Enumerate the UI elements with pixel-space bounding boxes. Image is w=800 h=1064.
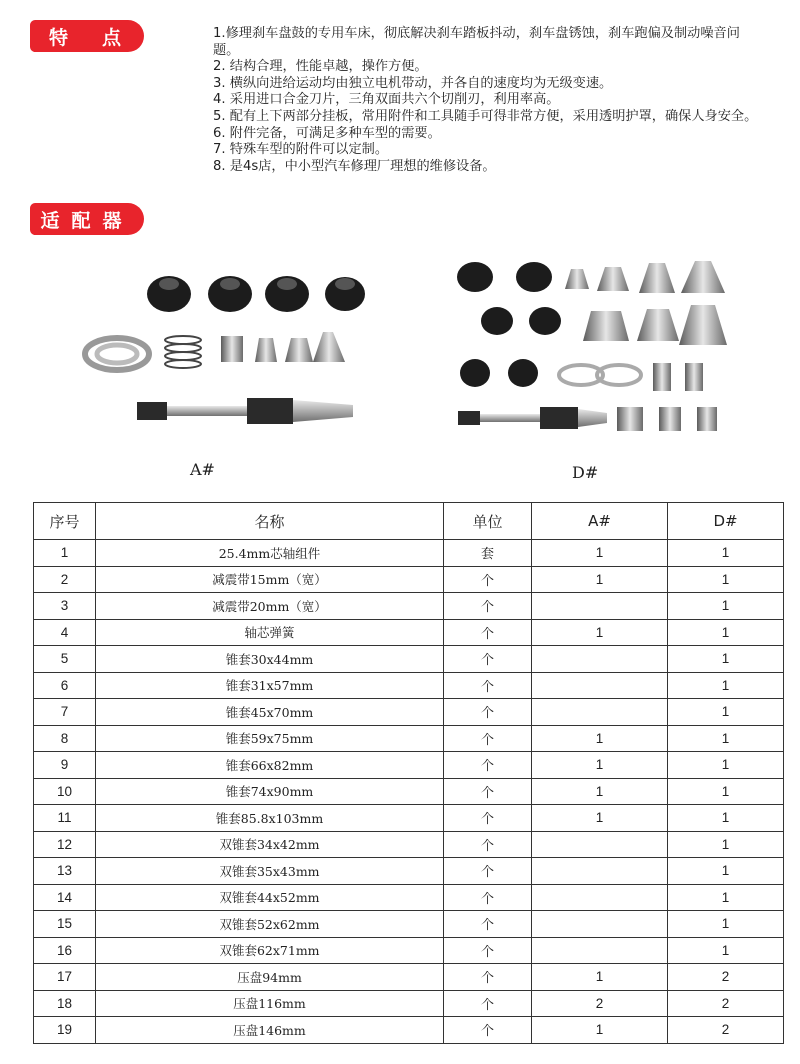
table-row [34, 540, 784, 567]
header-a: A# [532, 503, 668, 540]
feature-item: 5. 配有上下两部分挂板，常用附件和工具随手可得非常方便，采用透明护罩，确保人身安全。 [213, 108, 758, 124]
table-row [34, 884, 784, 911]
cell-unit: 个 [444, 964, 532, 991]
cell-d-qty: 2 [668, 964, 784, 991]
cell-d-qty: 2 [668, 1017, 784, 1044]
cell-a-qty [532, 699, 668, 726]
cell-name: 锥套31x57mm [96, 672, 444, 699]
cell-a-qty: 1 [532, 619, 668, 646]
cell-name: 减震带20mm（宽） [96, 593, 444, 620]
cell-a-qty: 1 [532, 1017, 668, 1044]
cell-a-qty: 1 [532, 805, 668, 832]
cell-index: 2 [34, 566, 96, 593]
table-row [34, 619, 784, 646]
cell-unit: 个 [444, 619, 532, 646]
cell-name: 双锥套35x43mm [96, 858, 444, 885]
cell-a-qty: 1 [532, 540, 668, 567]
cell-a-qty [532, 646, 668, 673]
cell-unit: 个 [444, 725, 532, 752]
table-row [34, 672, 784, 699]
cell-d-qty: 1 [668, 805, 784, 832]
feature-item: 2. 结构合理，性能卓越，操作方便。 [213, 59, 428, 75]
cell-name: 双锥套34x42mm [96, 831, 444, 858]
cell-unit: 个 [444, 990, 532, 1017]
cell-unit: 个 [444, 566, 532, 593]
cell-unit: 套 [444, 540, 532, 567]
feature-item: 1.修理刹车盘鼓的专用车床，彻底解决刹车踏板抖动，刹车盘锈蚀，刹车跑偏及制动噪音问题。 [213, 26, 740, 58]
cell-name: 双锥套62x71mm [96, 937, 444, 964]
cell-d-qty: 1 [668, 566, 784, 593]
adapter-spec-table [33, 502, 784, 1044]
cell-name: 锥套45x70mm [96, 699, 444, 726]
cell-a-qty: 1 [532, 725, 668, 752]
cell-d-qty: 1 [668, 699, 784, 726]
cell-unit: 个 [444, 937, 532, 964]
cell-a-qty [532, 911, 668, 938]
cell-index: 3 [34, 593, 96, 620]
cell-d-qty: 1 [668, 778, 784, 805]
cell-unit: 个 [444, 805, 532, 832]
adapter-kit-d-photo [453, 255, 753, 445]
cell-d-qty: 1 [668, 540, 784, 567]
cell-name: 锥套59x75mm [96, 725, 444, 752]
cell-index: 16 [34, 937, 96, 964]
table-row [34, 566, 784, 593]
cell-d-qty: 1 [668, 593, 784, 620]
cell-index: 8 [34, 725, 96, 752]
table-row [34, 858, 784, 885]
cell-d-qty: 1 [668, 752, 784, 779]
cell-unit: 个 [444, 672, 532, 699]
cell-unit: 个 [444, 593, 532, 620]
table-header-row [34, 503, 784, 540]
cell-index: 13 [34, 858, 96, 885]
table-row [34, 831, 784, 858]
header-name: 名称 [96, 503, 444, 540]
cell-unit: 个 [444, 752, 532, 779]
table-row [34, 911, 784, 938]
cell-index: 12 [34, 831, 96, 858]
cell-name: 锥套30x44mm [96, 646, 444, 673]
cell-name: 25.4mm芯轴组件 [96, 540, 444, 567]
section-title: 适配器 [40, 209, 134, 232]
feature-item: 6. 附件完备，可满足多种车型的需要。 [213, 125, 441, 141]
cell-name: 锥套74x90mm [96, 778, 444, 805]
table-row [34, 593, 784, 620]
table-row [34, 805, 784, 832]
cell-unit: 个 [444, 646, 532, 673]
cell-index: 14 [34, 884, 96, 911]
feature-item: 7. 特殊车型的附件可以定制。 [213, 142, 389, 158]
cell-d-qty: 1 [668, 619, 784, 646]
cell-index: 11 [34, 805, 96, 832]
table-row [34, 937, 784, 964]
table-row [34, 699, 784, 726]
cell-d-qty: 1 [668, 858, 784, 885]
cell-a-qty [532, 672, 668, 699]
cell-a-qty [532, 884, 668, 911]
cell-a-qty: 1 [532, 778, 668, 805]
cell-index: 15 [34, 911, 96, 938]
header-unit: 单位 [444, 503, 532, 540]
cell-a-qty: 1 [532, 752, 668, 779]
table-row [34, 778, 784, 805]
cell-a-qty [532, 937, 668, 964]
cell-a-qty [532, 593, 668, 620]
cell-unit: 个 [444, 884, 532, 911]
cell-d-qty: 1 [668, 911, 784, 938]
table-row [34, 725, 784, 752]
cell-unit: 个 [444, 831, 532, 858]
cell-unit: 个 [444, 1017, 532, 1044]
cell-d-qty: 1 [668, 672, 784, 699]
feature-item: 3. 横纵向进给运动均由独立电机带动，并各自的速度均为无级变速。 [213, 75, 613, 91]
cell-index: 19 [34, 1017, 96, 1044]
cell-name: 锥套85.8x103mm [96, 805, 444, 832]
cell-name: 压盘146mm [96, 1017, 444, 1044]
cell-a-qty: 1 [532, 566, 668, 593]
features-list [213, 26, 763, 175]
cell-index: 6 [34, 672, 96, 699]
cell-name: 锥套66x82mm [96, 752, 444, 779]
cell-unit: 个 [444, 858, 532, 885]
cell-index: 18 [34, 990, 96, 1017]
cell-a-qty [532, 858, 668, 885]
cell-index: 10 [34, 778, 96, 805]
cell-d-qty: 1 [668, 725, 784, 752]
cell-index: 7 [34, 699, 96, 726]
feature-item: 4. 采用进口合金刀片，三角双面共六个切削刃，利用率高。 [213, 92, 560, 108]
photo-caption-a: A# [190, 460, 215, 479]
section-badge-adapters [30, 203, 144, 235]
cell-a-qty: 2 [532, 990, 668, 1017]
cell-a-qty: 1 [532, 964, 668, 991]
cell-name: 减震带15mm（宽） [96, 566, 444, 593]
table-row [34, 752, 784, 779]
table-row [34, 1017, 784, 1044]
cell-name: 双锥套52x62mm [96, 911, 444, 938]
cell-a-qty [532, 831, 668, 858]
photo-caption-d: D# [572, 463, 599, 482]
header-index: 序号 [34, 503, 96, 540]
table-row [34, 964, 784, 991]
cell-d-qty: 1 [668, 884, 784, 911]
cell-index: 5 [34, 646, 96, 673]
cell-index: 1 [34, 540, 96, 567]
cell-index: 17 [34, 964, 96, 991]
cell-d-qty: 2 [668, 990, 784, 1017]
cell-d-qty: 1 [668, 831, 784, 858]
header-d: D# [668, 503, 784, 540]
cell-name: 双锥套44x52mm [96, 884, 444, 911]
section-title: 特点 [48, 26, 155, 49]
cell-unit: 个 [444, 911, 532, 938]
table-row [34, 990, 784, 1017]
cell-name: 轴芯弹簧 [96, 619, 444, 646]
adapter-kit-a-photo [75, 262, 365, 452]
cell-index: 9 [34, 752, 96, 779]
cell-unit: 个 [444, 699, 532, 726]
feature-item: 8. 是4s店，中小型汽车修理厂理想的维修设备。 [213, 158, 496, 174]
table-row [34, 646, 784, 673]
section-badge-features [30, 20, 155, 52]
cell-d-qty: 1 [668, 937, 784, 964]
cell-name: 压盘116mm [96, 990, 444, 1017]
cell-name: 压盘94mm [96, 964, 444, 991]
cell-index: 4 [34, 619, 96, 646]
cell-unit: 个 [444, 778, 532, 805]
cell-d-qty: 1 [668, 646, 784, 673]
